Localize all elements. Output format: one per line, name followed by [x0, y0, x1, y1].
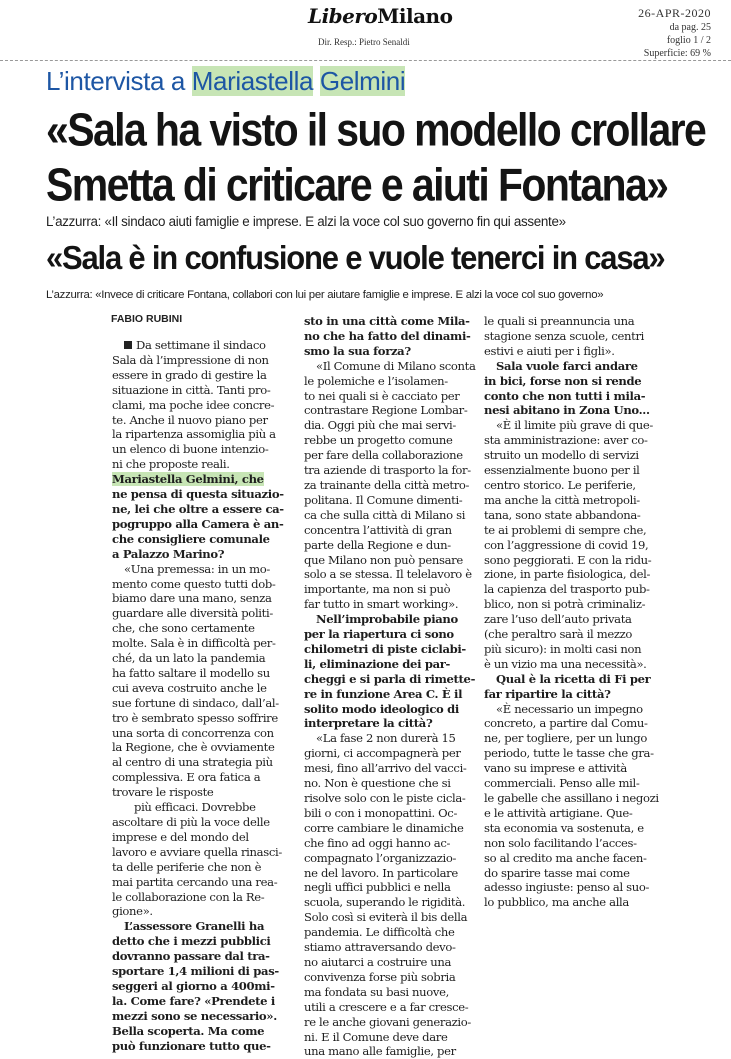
question-line: smo la sua forza?: [304, 343, 411, 358]
text-line: commerciali. Penso alle mil-: [484, 776, 640, 791]
article-kicker: [46, 66, 405, 97]
kicker-last-name: Gelmini: [319, 66, 406, 96]
text-line: «Una premessa: in un mo-: [124, 561, 270, 576]
text-line: parte della Regione e dun-: [304, 537, 451, 552]
question-line: seggeri al giorno a 400mi-: [112, 978, 275, 993]
text-line: do sparire tasse mai come: [484, 865, 630, 880]
text-line: negli uffici pubblici e nella: [304, 880, 451, 895]
text-line: ha fatto saltare il modello su: [112, 665, 270, 680]
text-line: concreto, a partire dal Comu-: [484, 716, 648, 731]
text-line: la ripartenza assomiglia più a: [112, 427, 276, 442]
text-line: zione, in parte fisiologica, del-: [484, 567, 651, 582]
text-line: ca che sulla città di Milano si: [304, 507, 466, 522]
text-line: un elenco di buone intenzio-: [112, 442, 269, 457]
text-line: e le attività artigiane. Que-: [484, 805, 633, 820]
text-line: al centro di una strategia più: [112, 755, 273, 770]
question-line: li, eliminazione dei par-: [304, 656, 450, 671]
text-line: le gabelle che assillano i negozi: [484, 791, 659, 805]
clipping-meta: [638, 6, 711, 60]
text-line: gione».: [112, 904, 153, 919]
text-line: clami, ma poche idee concre-: [112, 397, 275, 412]
text-line: pandemia. Le difficoltà che: [304, 925, 455, 940]
question-line: per la riapertura ci sono: [304, 627, 454, 642]
text-line: essenzialmente buono per il: [484, 463, 640, 478]
question-line: solito modo ideologico di: [304, 701, 459, 716]
text-line: no. Non è questione che si: [304, 776, 451, 791]
question-line: Sala vuole farci andare: [496, 358, 638, 373]
text-line: dia. Oggi più che mai servi-: [304, 418, 456, 433]
question-line: ne, lei che oltre a essere ca-: [112, 501, 284, 516]
text-line: «È necessario un impegno: [496, 701, 643, 716]
text-line: le quali si preannuncia una: [484, 314, 635, 328]
text-line: rebbe un progetto comune: [304, 433, 453, 448]
article-column-1: [112, 338, 282, 1054]
text-line: zare l’uso dell’auto privata: [484, 612, 632, 627]
question-line: che consigliere comunale: [112, 531, 270, 546]
text-line: importante, ma non si può: [304, 582, 451, 597]
text-line: bili o con i monopattini. Oc-: [304, 805, 458, 820]
text-line: centro storico. Le periferie,: [484, 477, 636, 492]
article-subtitle-1: L’azzurra: «Il sindaco aiuti famiglie e imprese. E alzi la voce col suo governo fin qui assente»: [46, 214, 566, 229]
text-line: stagione senza scuole, centri: [484, 328, 645, 343]
text-line: imprese e del mondo del: [112, 829, 249, 844]
text-line: estivi e aiuti per i figli».: [484, 343, 615, 358]
question-line: la. Come fare? «Prendete i: [112, 993, 275, 1008]
text-line: ma anche la città metropoli-: [484, 492, 640, 507]
text-line: essere in grado di gestire la: [112, 367, 267, 382]
article-byline: FABIO RUBINI: [111, 313, 183, 325]
text-line: giorni, ci accompagnerà per: [304, 746, 461, 761]
article-title: [46, 103, 705, 213]
text-line: mai partita cercando una rea-: [112, 874, 278, 889]
text-line: re le anche giovani generazio-: [304, 1014, 471, 1029]
text-line: sta amministrazione: aver co-: [484, 433, 648, 448]
text-line: la Regione, che è ovviamente: [112, 740, 275, 755]
masthead-libero: Libero: [308, 4, 378, 28]
header-divider: [0, 60, 731, 61]
text-line: struito un modello di servizi: [484, 448, 639, 463]
text-line: risolve solo con le piste cicla-: [304, 791, 466, 805]
text-line: lavoro e avviare quella rinasci-: [112, 844, 282, 859]
text-line: tra aziende di trasporto la for-: [304, 463, 471, 478]
question-line: no che ha fatto del dinami-: [304, 328, 471, 343]
kicker-prefix: L’intervista a: [46, 66, 192, 96]
question-line: conto che non tutti i mila-: [484, 388, 646, 403]
question-line: Nell’improbabile piano: [316, 612, 458, 627]
question-line: Bella scoperta. Ma come: [112, 1023, 265, 1038]
text-line: utili a crescere e a far cresce-: [304, 999, 469, 1014]
question-line: dovranno passare dal tra-: [112, 949, 270, 964]
text-line: lo pubblico, ma anche alla: [484, 895, 629, 910]
text-line: situazione in città. Tanti pro-: [112, 382, 271, 397]
masthead-milano: Milano: [377, 4, 453, 28]
text-line: ascoltare di più la voce delle: [112, 815, 270, 829]
text-line: più sicuro): in molti casi non: [484, 641, 642, 656]
text-line: convivenza forse più sobria: [304, 969, 456, 984]
text-line: periodo, tutte le tasse che gra-: [484, 746, 654, 761]
text-line: que Milano non può pensare: [304, 552, 463, 567]
text-line: far tutto in smart working».: [304, 597, 459, 612]
question-line: nesi abitano in Zona Uno...: [484, 403, 650, 418]
text-line: mento come questo tutti dob-: [112, 576, 276, 591]
text-line: corre cambiare le dinamiche: [304, 820, 464, 835]
question-line: interpretare la città?: [304, 716, 433, 731]
text-line: solo a se stessa. Il telelavoro è: [304, 567, 472, 582]
text-line: tana, sono state abbandona-: [484, 507, 641, 522]
text-line: cui aveva costruito anche le: [112, 680, 267, 695]
text-line: so al credito ma anche facen-: [484, 850, 647, 865]
text-line: una mano alle famiglie, per: [304, 1044, 456, 1059]
text-line: compagnato l’organizzazio-: [304, 850, 457, 865]
text-line: mesi, fino all’arrivo del vacci-: [304, 761, 467, 776]
text-line: «Il Comune di Milano sconta: [316, 358, 476, 373]
text-line: più efficaci. Dovrebbe: [134, 800, 256, 815]
question-line: ne pensa di questa situazio-: [112, 487, 284, 502]
clipping-surface: Superficie: 69 %: [643, 48, 711, 59]
title-line-2: Smetta di criticare e aiuti Fontana»: [46, 159, 668, 211]
question-line: può funzionare tutto que-: [112, 1038, 271, 1053]
text-line: adesso ingiuste: penso al suo-: [484, 880, 650, 895]
text-line: ne, per togliere, per un lungo: [484, 731, 647, 746]
question-line: cheggi e si parla di rimette-: [304, 671, 476, 686]
text-line: è un vizio ma una necessità».: [484, 656, 647, 671]
text-line: complessiva. E ora fatica a: [112, 770, 261, 785]
text-line: per fare della collaborazione: [304, 448, 463, 463]
question-line: Mariastella Gelmini, che: [112, 472, 264, 487]
text-line: tro è sembrato spesso soffrire: [112, 710, 278, 725]
text-line: te ai problemi di sempre che,: [484, 522, 647, 537]
director-line: Dir. Resp.: Pietro Senaldi: [318, 37, 410, 47]
question-line: mezzi sono se necessario».: [112, 1008, 277, 1023]
question-line: re in funzione Area C. È il: [304, 686, 463, 701]
text-line: (che peraltro sarà il mezzo: [484, 627, 633, 642]
clipping-sheet: foglio 1 / 2: [666, 35, 711, 46]
text-line: scuola, superando le rigidità.: [304, 895, 466, 910]
text-line: te. Anche il nuovo piano per: [112, 412, 268, 427]
text-line: za trainante della città metro-: [304, 477, 470, 492]
text-line: ma fondata su basi nuove,: [304, 984, 449, 999]
text-line: molte. Sala è in difficoltà per-: [112, 636, 276, 651]
text-line: ne del lavoro. In particolare: [304, 865, 458, 880]
text-line: «È il limite più grave di que-: [496, 418, 653, 433]
kicker-first-name: Mariastella: [191, 66, 314, 96]
question-line: Qual è la ricetta di Fi per: [496, 671, 651, 686]
kicker-space: [313, 66, 320, 96]
text-line: che fino ad oggi hanno ac-: [304, 835, 451, 850]
text-line: politana. Il Comune dimenti-: [304, 492, 463, 507]
question-line: detto che i mezzi pubblici: [112, 934, 271, 949]
question-line: sto in una città come Mila-: [304, 314, 470, 328]
text-line: blico, non si potrà criminaliz-: [484, 597, 646, 612]
clipping-page: da pag. 25: [669, 22, 711, 33]
text-line: «La fase 2 non durerà 15: [316, 731, 456, 746]
text-line: vano su imprese e attività: [484, 761, 627, 776]
masthead-logo: [308, 4, 473, 28]
question-line: L’assessore Granelli ha: [124, 919, 265, 934]
title-line-1: «Sala ha visto il suo modello crollare: [46, 104, 706, 156]
text-line: to nei quali si è cacciato per: [304, 388, 460, 403]
question-line: chilometri di piste ciclabi-: [304, 641, 466, 656]
article-column-2: [304, 314, 476, 1059]
text-line: ni. E il Comune deve dare: [304, 1029, 448, 1044]
text-line: Da settimane il sindaco: [112, 338, 282, 353]
text-line: la capienza del trasporto pub-: [484, 582, 650, 597]
text-line: biamo dare una mano, senza: [112, 591, 272, 606]
paragraph-marker-icon: [124, 341, 132, 349]
text-line: ché, da un lato la pandemia: [112, 651, 266, 666]
text-line: sta economia va sostenuta, e: [484, 820, 644, 835]
question-line: far ripartire la città?: [484, 686, 611, 701]
text-line: le collaborazione con la Re-: [112, 889, 265, 904]
text-line: una sorta di concorrenza con: [112, 725, 274, 740]
article-title-2: «Sala è in confusione e vuole tenerci in casa»: [46, 239, 665, 277]
text-line: ta delle periferie che non è: [112, 859, 262, 874]
text-line: ni che proposte reali.: [112, 457, 230, 472]
text-line: le polemiche e l’isolamen-: [304, 373, 448, 388]
text-line: che, che sono certamente: [112, 621, 255, 636]
text-line: trovare le risposte: [112, 785, 214, 800]
text-line: non solo facilitando l’acces-: [484, 835, 637, 850]
article-subtitle-2: L’azzurra: «Invece di criticare Fontana, collabori con lui per aiutare famiglie e imprese. E alzi la voce col suo governo»: [46, 289, 604, 301]
question-line: pogruppo alla Camera è an-: [112, 516, 284, 531]
text-line: contrastare Regione Lombar-: [304, 403, 468, 418]
text-line: sono peggiorati. E con la ridu-: [484, 552, 652, 567]
text-line: stiamo attraversando devo-: [304, 940, 456, 955]
article-column-3: [484, 314, 659, 910]
text-line: Solo così si eviterà il bis della: [304, 910, 468, 925]
question-line: a Palazzo Marino?: [112, 546, 225, 561]
text-line: Sala dà l’impressione di non: [112, 352, 269, 367]
text-line: guardare alle diversità politi-: [112, 606, 273, 621]
text-line: sue fortune di sindaco, dall’al-: [112, 695, 279, 710]
text-line: concentra l’attività di gran: [304, 522, 452, 537]
question-line: sportare 1,4 milioni di pas-: [112, 964, 279, 979]
text-line: con l’aggressione di covid 19,: [484, 537, 649, 552]
text-line: no aiutarci a costruire una: [304, 954, 452, 969]
clipping-date: 26-APR-2020: [638, 6, 711, 20]
question-line: in bici, forse non si rende: [484, 373, 642, 388]
